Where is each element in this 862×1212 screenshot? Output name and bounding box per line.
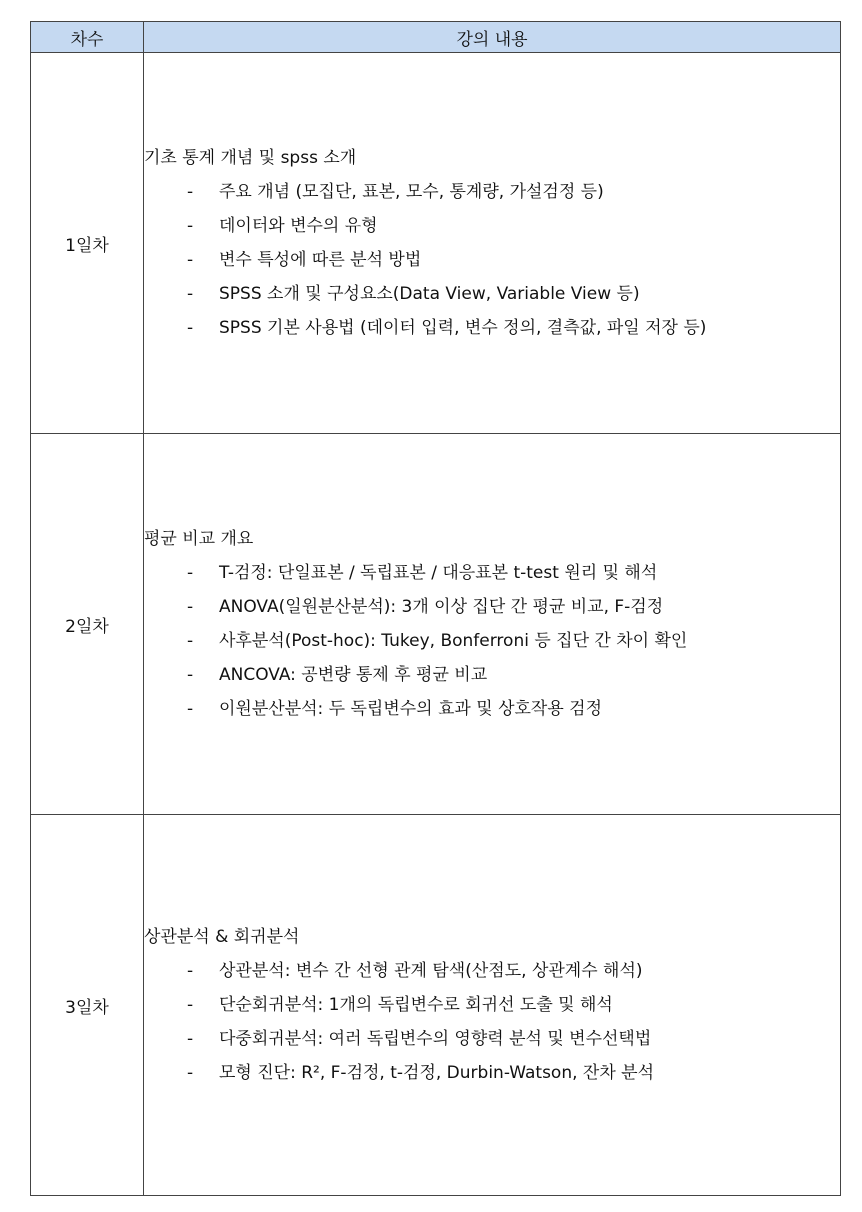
bullet-dash: - [187,250,194,270]
lecture-schedule-table [30,21,841,1196]
list-item-text: SPSS 기본 사용법 (데이터 입력, 변수 정의, 결측값, 파일 저장 등) [219,318,707,338]
bullet-dash: - [187,995,194,1015]
list-item [144,556,840,590]
bullet-dash: - [187,961,194,981]
list-item [144,243,840,277]
day-cell: 1일차 [31,53,144,434]
list-item-text: SPSS 소개 및 구성요소(Data View, Variable View 등) [219,284,640,304]
list-item-text: ANCOVA: 공변량 통제 후 평균 비교 [219,665,488,685]
bullet-dash: - [187,699,194,719]
day-cell: 2일차 [31,434,144,815]
bullet-dash: - [187,284,194,304]
list-item [144,277,840,311]
list-item-text: 단순회귀분석: 1개의 독립변수로 회귀선 도출 및 해석 [219,995,613,1015]
section-title: 기초 통계 개념 및 spss 소개 [144,148,357,168]
list-item-text: 변수 특성에 따른 분석 방법 [219,250,422,270]
table-row [31,53,841,434]
list-item-text: 상관분석: 변수 간 선형 관계 탐색(산점도, 상관계수 해석) [219,961,643,981]
list-item-text: 데이터와 변수의 유형 [219,216,378,236]
bullet-dash: - [187,665,194,685]
list-item [144,624,840,658]
list-item [144,988,840,1022]
list-item-text: 모형 진단: R², F-검정, t-검정, Durbin-Watson, 잔차 분석 [219,1063,654,1083]
content-cell [144,53,841,434]
header-day: 차수 [31,22,144,53]
list-item [144,209,840,243]
content-cell [144,815,841,1196]
bullet-dash: - [187,1063,194,1083]
list-item-text: T-검정: 단일표본 / 독립표본 / 대응표본 t-test 원리 및 해석 [219,563,658,583]
bullet-dash: - [187,631,194,651]
bullet-dash: - [187,1029,194,1049]
section-title: 상관분석 & 회귀분석 [144,927,300,947]
list-item [144,692,840,726]
bullet-dash: - [187,318,194,338]
list-item [144,311,840,345]
table-row [31,815,841,1196]
list-item-text: 다중회귀분석: 여러 독립변수의 영향력 분석 및 변수선택법 [219,1029,652,1049]
bullet-dash: - [187,182,194,202]
list-item-text: 이원분산분석: 두 독립변수의 효과 및 상호작용 검정 [219,699,603,719]
table-row [31,434,841,815]
list-item [144,1056,840,1090]
list-item [144,1022,840,1056]
table-header-row [31,22,841,53]
list-item-text: ANOVA(일원분산분석): 3개 이상 집단 간 평균 비교, F-검정 [219,597,664,617]
list-item [144,658,840,692]
list-item-text: 사후분석(Post-hoc): Tukey, Bonferroni 등 집단 간 차이 확인 [219,631,688,651]
content-cell [144,434,841,815]
bullet-dash: - [187,216,194,236]
day-cell: 3일차 [31,815,144,1196]
list-item [144,175,840,209]
bullet-dash: - [187,563,194,583]
list-item-text: 주요 개념 (모집단, 표본, 모수, 통계량, 가설검정 등) [219,182,604,202]
section-title: 평균 비교 개요 [144,529,254,549]
header-content: 강의 내용 [144,22,841,53]
list-item [144,954,840,988]
bullet-dash: - [187,597,194,617]
list-item [144,590,840,624]
